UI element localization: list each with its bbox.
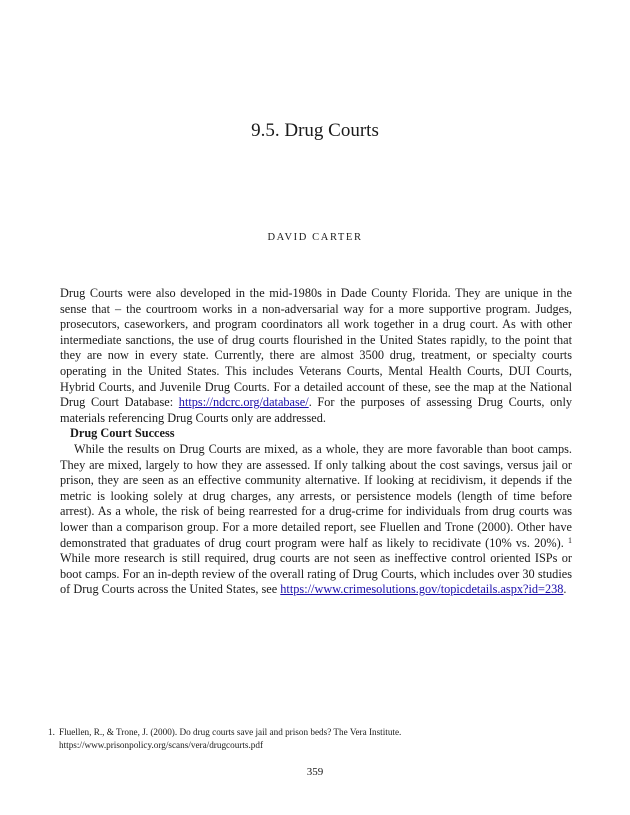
footnote-reference[interactable]: 1: [568, 535, 572, 545]
footnote-number: 1.: [48, 727, 55, 737]
footnote: [48, 726, 578, 751]
paragraph-success-text: While the results on Drug Courts are mixed, as a whole, they are more favorable than boot camps. They are mixed, largely to how they are assessed. If only talking about the cost savings, versus jail or prison, they are seen as an effective community alternative. If looking at recidivism, it depends if the metric is looking solely at drug charges, any arrests, or persistence models (length of time before arrest). As a whole, the risk of being rearrested for a drug-crime for individuals from drug courts was lower than a comparison group. For a more detailed report, see Fluellen and Trone (2000). Other have demonstrated that graduates of drug court program were half as likely to recidivate (10% vs. 20%).: [60, 441, 572, 550]
paragraph-success-continued: While more research is still required, drug courts are not seen as ineffective control oriented ISPs or boot camps. For an in-depth review of the overall rating of Drug Courts, which includes over 30 studies of Drug Courts across the United States, see: [60, 551, 572, 597]
subheading-drug-court-success: Drug Court Success: [70, 426, 175, 441]
paragraph-success: [60, 442, 572, 598]
crimesolutions-link[interactable]: https://www.crimesolutions.gov/topicdetails.aspx?id=238: [280, 582, 564, 597]
body-text: [60, 286, 572, 598]
page-number: 359: [306, 766, 324, 778]
paragraph-success-end: .: [563, 582, 567, 597]
paragraph-intro-end: . For the purposes of assessing Drug Courts, only materials referencing Drug Courts only are addressed.: [60, 395, 573, 425]
page-title: 9.5. Drug Courts: [251, 120, 379, 141]
ndcrc-database-link[interactable]: https://ndcrc.org/database/: [178, 395, 309, 410]
paragraph-intro: [60, 286, 572, 426]
footnote-text: Fluellen, R., & Trone, J. (2000). Do drug courts save jail and prison beds? The Vera Institute. https://www.prisonpolicy.org/scans/vera/drugcourts.pdf: [59, 727, 402, 750]
paragraph-intro-text: Drug Courts were also developed in the mid-1980s in Dade County Florida. They are unique in the sense that – the courtroom works in a non-adversarial way for a more supportive program. Judges, prosecutors, caseworkers, and program coordinators all work together in a drug court. As with other intermediate sanctions, the use of drug courts flourished in the United States rapidly, to the point that they are now in every state. Currently, there are almost 3500 drug, treatment, or specialty courts operating in the United States. This includes Veterans Courts, Mental Health Courts, DUI Courts, Hybrid Courts, and Juvenile Drug Courts. For a detailed account of these, see the map at the National Drug Court Database:: [60, 286, 572, 410]
author-name: DAVID CARTER: [267, 232, 363, 243]
